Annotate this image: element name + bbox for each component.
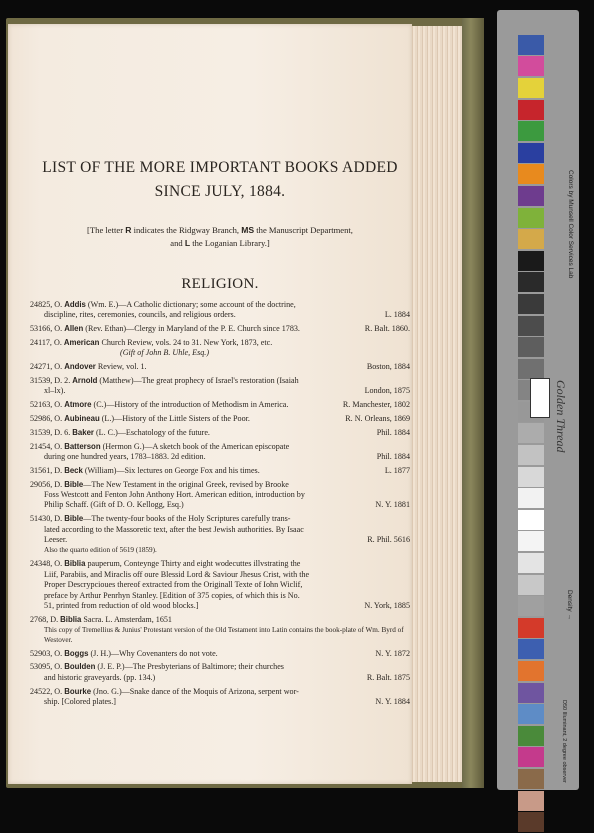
entry-imprint: L. 1884	[384, 310, 410, 320]
catalog-entry	[30, 514, 410, 556]
catalog-entry	[30, 362, 410, 372]
entry-text: 24825, O.	[30, 300, 65, 309]
entry-line	[30, 559, 410, 569]
catalog-entry	[30, 300, 410, 321]
page-edges	[410, 26, 462, 782]
entry-text: (Jno. G.)—Snake dance of the Moquis of Arizona, serpent wor-	[91, 686, 299, 696]
entry-text: 24271, O.	[30, 362, 65, 372]
color-swatch	[518, 553, 544, 573]
entry-imprint: R. Balt. 1860.	[364, 324, 410, 334]
swatch-row	[518, 487, 594, 509]
swatch-row	[518, 185, 594, 207]
entry-line	[30, 362, 410, 372]
title-line-2: SINCE JULY, 1884.	[154, 183, 286, 200]
color-swatch	[518, 510, 544, 530]
color-swatch	[518, 143, 544, 163]
entry-line	[30, 428, 410, 438]
color-swatch	[518, 704, 544, 724]
entry-text: 53095, O.	[30, 662, 65, 672]
entry-text: (J. E. P.)—The Presbyterians of Baltimore; their churches	[95, 662, 284, 672]
entry-text: Review, vol. 1.	[95, 362, 147, 372]
entry-line	[30, 673, 410, 683]
note-text: [The letter	[87, 225, 126, 235]
swatch-row	[518, 207, 594, 229]
checker-brand-italic: Golden Thread	[554, 380, 568, 453]
entry-text: 52903, O.	[30, 648, 65, 658]
color-swatch	[518, 791, 544, 811]
legend-note	[30, 224, 410, 250]
note-text: the Loganian Library.]	[190, 238, 270, 248]
entry-text: ship. [Colored plates.]	[44, 696, 116, 706]
swatch-row	[518, 811, 594, 833]
entry-text: (L.)—History of the Little Sisters of the Poor.	[99, 414, 250, 423]
entry-text: discipline, rites, ceremonies, councils, and religious orders.	[44, 310, 236, 320]
entry-text: lated according to the Massoretic text, after the best Jewish authorities. By Isaac	[44, 524, 304, 534]
entry-line	[30, 300, 410, 310]
entry-text: —The twenty-four books of the Holy Scriptures carefully trans-	[83, 514, 291, 524]
entry-line	[30, 442, 410, 452]
entry-line	[30, 535, 410, 545]
catalog-entry	[30, 324, 410, 334]
entry-text: preface by Arthur Penrhyn Stanley. [Edition of 375 copies, of which this is No.	[44, 590, 300, 600]
entry-text: 31539, D. 2.	[30, 376, 73, 385]
entry-line	[30, 615, 410, 625]
entry-imprint: London, 1875	[364, 386, 410, 396]
swatch-row	[518, 639, 594, 661]
entry-text: (Matthew)—The great prophecy of Israel's restoration (Isaiah	[97, 376, 299, 385]
entry-line	[30, 500, 410, 510]
swatch-row	[518, 272, 594, 294]
color-swatch	[518, 596, 544, 616]
color-swatch	[518, 575, 544, 595]
entry-line	[30, 376, 410, 386]
entry-line	[30, 414, 410, 424]
entry-text: Foss Westcott and Fenton John Anthony Hort. American edition, introduction by	[44, 490, 305, 499]
entry-text: Church Review, vols. 24 to 31. New York, 1873, etc.	[99, 338, 273, 347]
swatch-row	[518, 574, 594, 596]
entry-text: pauperum, Conteynge Thirty and eight wodecuttes illvstrating the	[85, 559, 301, 569]
entry-text: Liif, Parabiis, and Miraclis off oure Blessid Lord & Saviour Jhesus Crist, with the	[44, 569, 310, 579]
entry-line	[30, 570, 410, 580]
swatch-row	[518, 142, 594, 164]
color-swatch	[518, 121, 544, 141]
entry-author: American	[63, 338, 100, 347]
swatch-row	[518, 77, 594, 99]
entry-line	[30, 580, 410, 590]
book-page	[8, 24, 412, 784]
swatch-row	[518, 509, 594, 531]
entry-author: Biblia	[60, 614, 82, 624]
swatch-row	[518, 595, 594, 617]
entry-line	[30, 697, 410, 707]
entry-author: Baker	[72, 427, 94, 437]
entry-line	[30, 525, 410, 535]
entry-text: (J. H.)—Why Covenanters do not vote.	[88, 648, 218, 658]
entry-author: Bourke	[64, 686, 92, 696]
entry-line	[30, 601, 410, 611]
entry-text: xl–lx).	[44, 386, 66, 396]
entry-imprint: R. N. Orleans, 1869	[345, 414, 410, 423]
catalog-entry	[30, 442, 410, 463]
entry-imprint: N. Y. 1872	[375, 648, 410, 658]
entry-line	[30, 400, 410, 410]
entry-line	[30, 662, 410, 672]
entry-line	[30, 490, 410, 500]
color-swatch	[518, 661, 544, 681]
entry-gift-note: (Gift of John B. Uhle, Esq.)	[120, 348, 210, 358]
entry-imprint: N. Y. 1881	[375, 500, 410, 510]
color-swatch	[518, 467, 544, 487]
color-swatch	[518, 639, 544, 659]
catalog-entry	[30, 480, 410, 511]
entry-text: 53166, O.	[30, 324, 65, 334]
catalog-entry	[30, 662, 410, 683]
entry-text: Leeser.	[44, 535, 68, 545]
entry-line	[30, 338, 410, 348]
color-swatch	[518, 186, 544, 206]
color-swatch	[518, 208, 544, 228]
color-swatch	[518, 164, 544, 184]
swatch-row	[518, 336, 594, 358]
note-symbol-ms: MS	[241, 225, 255, 235]
swatch-row	[518, 660, 594, 682]
entry-author: Boulden	[64, 662, 96, 672]
color-swatch	[518, 445, 544, 465]
catalog-entry	[30, 428, 410, 438]
entry-line	[30, 310, 410, 320]
page-content	[30, 156, 410, 711]
entry-imprint: N. Y. 1884	[375, 696, 410, 706]
entry-author: Addis	[64, 300, 86, 309]
swatch-row	[518, 293, 594, 315]
color-swatch	[518, 251, 544, 271]
note-symbol-l: L	[184, 238, 191, 248]
entry-author: Arnold	[72, 376, 98, 385]
target-marker	[530, 378, 550, 418]
entry-line	[30, 324, 410, 334]
color-swatch	[518, 272, 544, 292]
swatch-row	[518, 228, 594, 250]
entry-text: 29056, D.	[30, 479, 65, 489]
catalog-entry	[30, 559, 410, 611]
swatch-row	[518, 768, 594, 790]
color-swatch	[518, 229, 544, 249]
checker-brand-label: Colors by Munsell Color Services Lab	[567, 170, 574, 279]
swatch-row	[518, 617, 594, 639]
entry-text: —The New Testament in the original Greek, revised by Brooke	[83, 479, 289, 489]
entry-author: Aubineau	[64, 414, 100, 423]
color-swatch	[518, 35, 544, 55]
color-swatch	[518, 769, 544, 789]
color-swatch	[518, 423, 544, 443]
entry-line	[30, 687, 410, 697]
illuminant-label: D50 Illuminant, 2 degree observer	[561, 700, 567, 783]
entry-line	[30, 480, 410, 490]
entry-text: 51430, D.	[30, 514, 65, 524]
entry-text: Sacra. L. Amsterdam, 1651	[81, 614, 172, 624]
entry-author: Bible	[64, 514, 84, 524]
entry-list	[30, 300, 410, 707]
entry-text: 21454, O.	[30, 441, 65, 451]
entry-author: Bible	[64, 479, 84, 489]
catalog-entry	[30, 400, 410, 410]
entry-line	[30, 452, 410, 462]
entry-text: 52163, O.	[30, 400, 65, 410]
entry-text: Philip Schaff. (Gift of D. O. Kellogg, Esq.)	[44, 500, 184, 510]
entry-text: Proper Descrypcioues thereof extracted from the Originall Texte of Iohn Wiclif,	[44, 580, 303, 590]
entry-text: (Wm. E.)—A Catholic dictionary; some account of the doctrine,	[85, 300, 296, 309]
entry-text: (William)—Six lectures on George Fox and his times.	[82, 465, 260, 475]
entry-text: 31561, D.	[30, 465, 65, 475]
entry-line	[30, 649, 410, 659]
note-text: and	[170, 238, 185, 248]
entry-imprint: R. Manchester, 1802	[342, 400, 410, 410]
entry-text: during one hundred years, 1783–1883. 2d edition.	[44, 452, 206, 461]
density-label: Density →	[566, 590, 573, 620]
entry-text: (Rev. Ethan)—Clergy in Maryland of the P. E. Church since 1783.	[83, 324, 300, 334]
color-swatch	[518, 531, 544, 551]
entry-text: 24348, O.	[30, 559, 65, 569]
swatch-row	[518, 120, 594, 142]
catalog-entry	[30, 338, 410, 359]
entry-imprint: R. Phil. 5616	[367, 535, 410, 545]
entry-author: Biblia	[64, 559, 86, 569]
swatch-row	[518, 725, 594, 747]
section-heading: RELIGION.	[181, 276, 259, 292]
note-text: indicates the Ridgway Branch,	[131, 225, 242, 235]
entry-imprint: Phil. 1884	[376, 452, 410, 461]
catalog-entry	[30, 414, 410, 424]
swatch-row	[518, 682, 594, 704]
color-swatch	[518, 488, 544, 508]
color-swatch	[518, 359, 544, 379]
entry-text: 51, printed from reduction of old wood blocks.]	[44, 600, 199, 610]
entry-note: This copy of Tremellius & Junius' Protestant version of the Old Testament into Latin contains the book-plate of Wm. Byrd of Westover.	[44, 626, 404, 644]
swatch-row	[518, 315, 594, 337]
color-swatch	[518, 683, 544, 703]
entry-text: 2768, D.	[30, 614, 61, 624]
entry-line	[30, 514, 410, 524]
entry-imprint: Phil. 1884	[376, 427, 410, 437]
entry-text: 52986, O.	[30, 414, 65, 423]
color-swatch	[518, 812, 544, 832]
title-line-1: LIST OF THE MORE IMPORTANT BOOKS ADDED	[42, 159, 398, 176]
swatch-row	[518, 552, 594, 574]
catalog-entry	[30, 687, 410, 708]
catalog-entry	[30, 376, 410, 397]
entry-line	[30, 591, 410, 601]
swatch-row	[518, 358, 594, 380]
entry-imprint: Boston, 1884	[366, 362, 410, 372]
color-swatch	[518, 56, 544, 76]
entry-author: Boggs	[64, 648, 89, 658]
entry-imprint: L. 1877	[384, 465, 410, 475]
catalog-entry	[30, 615, 410, 645]
swatch-row	[518, 466, 594, 488]
color-swatch	[518, 316, 544, 336]
entry-text: and historic graveyards. (pp. 134.)	[44, 672, 156, 682]
note-text: the Manuscript Department,	[254, 225, 353, 235]
entry-note: Also the quarto edition of 5619 (1859).	[44, 546, 157, 555]
entry-text: 24522, O.	[30, 686, 65, 696]
swatch-row	[518, 34, 594, 56]
entry-text: (Hermon G.)—A sketch book of the American episcopate	[100, 441, 290, 451]
color-swatch	[518, 726, 544, 746]
entry-author: Allen	[64, 324, 84, 334]
color-swatch	[518, 294, 544, 314]
color-swatch	[518, 337, 544, 357]
entry-line	[30, 386, 410, 396]
entry-imprint: R. Balt. 1875	[366, 672, 410, 682]
swatch-row	[518, 164, 594, 186]
entry-text: (L. C.)—Eschatology of the future.	[93, 427, 210, 437]
note-symbol-r: R	[125, 225, 132, 235]
entry-author: Beck	[64, 465, 83, 475]
entry-author: Andover	[64, 362, 96, 372]
swatch-row	[518, 747, 594, 769]
catalog-entry	[30, 649, 410, 659]
color-swatch	[518, 78, 544, 98]
entry-text: 31539, D. 6.	[30, 427, 73, 437]
entry-text: (C.)—History of the introduction of Methodism in America.	[91, 400, 289, 410]
swatch-row	[518, 56, 594, 78]
entry-imprint: N. York, 1885	[364, 600, 410, 610]
catalog-entry	[30, 466, 410, 476]
entry-line	[30, 466, 410, 476]
color-swatch	[518, 618, 544, 638]
entry-author: Batterson	[64, 441, 101, 451]
swatch-row	[518, 790, 594, 812]
swatch-row	[518, 99, 594, 121]
entry-author: Atmore	[64, 400, 92, 410]
swatch-row	[518, 703, 594, 725]
entry-text: 24117, O.	[30, 338, 64, 347]
color-swatch	[518, 100, 544, 120]
color-swatch	[518, 747, 544, 767]
page-title	[30, 156, 410, 204]
swatch-row	[518, 531, 594, 553]
swatch-row	[518, 250, 594, 272]
